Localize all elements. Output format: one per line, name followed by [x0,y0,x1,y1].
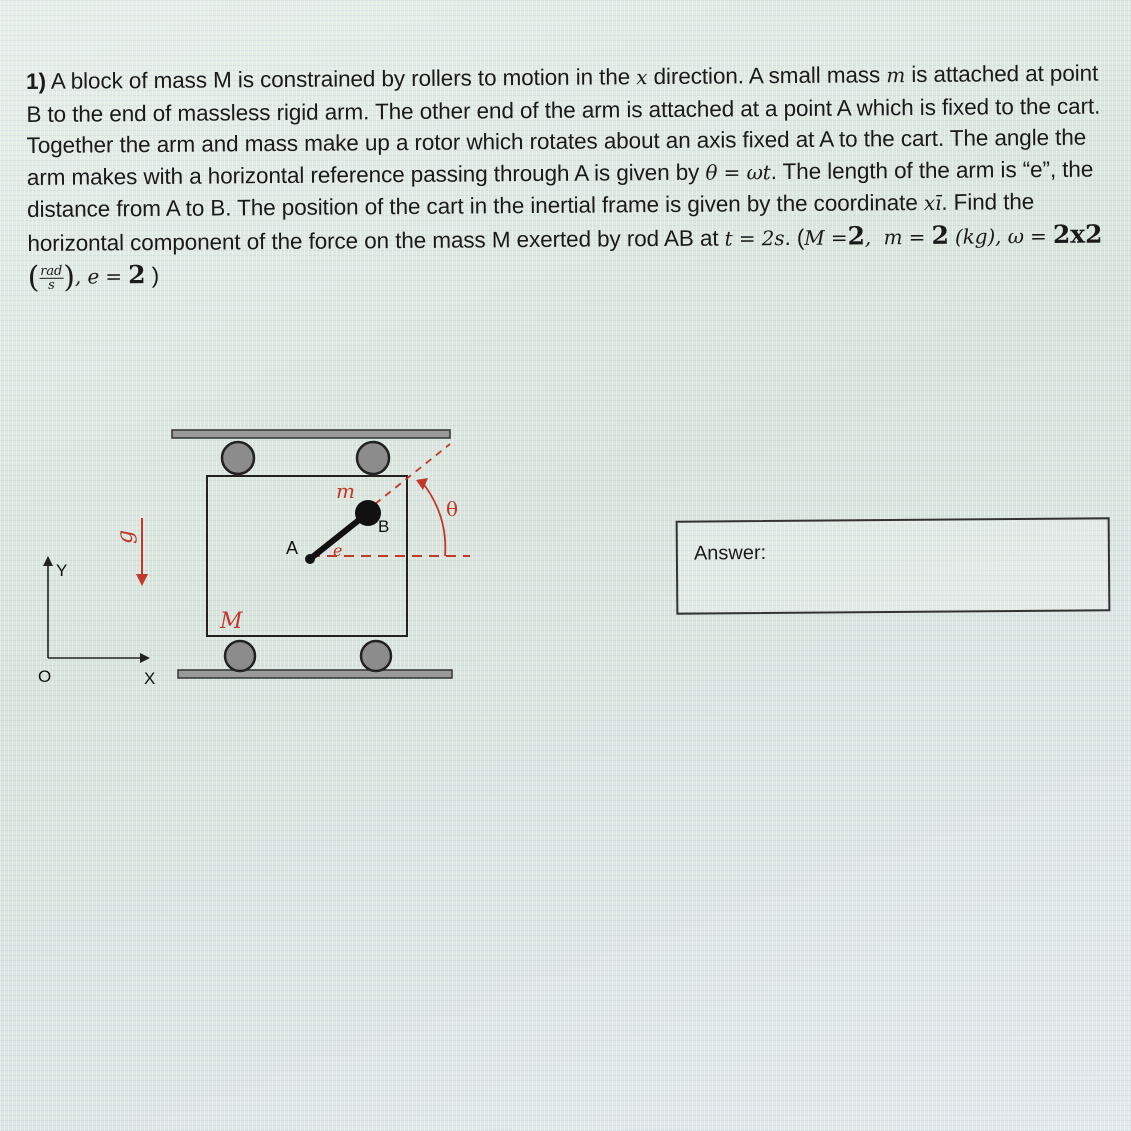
problem-math-theta: θ = ωt [705,159,771,185]
given-m-value: 2 [931,220,949,250]
given-mass-unit: (kg), ω = [954,223,1047,249]
theta-arc-icon [422,482,445,556]
x-axis-arrowhead-icon [140,653,150,663]
y-axis-arrowhead-icon [43,556,53,566]
roller-icon [361,641,391,671]
label-theta: θ [446,497,459,521]
label-b: B [378,517,390,536]
problem-text-part: A block of mass M is constrained by rollers to motion in the [50,64,637,94]
problem-text: 1) A block of mass M is constrained by rollers to motion in the x direction. A small mass m is attached at point B to the end of massless rigid arm. The other end of the arm is attached at a point A which is fixed to the cart. Together the arm and mass make up a rotor which rotates about an axis fixed at A to the cart. The angle the arm makes with a horizontal reference passing through A is given by θ = ωt. The length of the arm is “e”, the distance from A to B. The position of the cart in the inertial frame is given by the coordinate xī. Find the horizontal component of the force on the mass M exerted by rod AB at t = 2s. (M =2, m = 2 (kg), ω = 2x2 ( $\frac{\text{rad}}{s}$ ), e = 2 ) [26,60,1103,296]
roller-icon [225,641,255,671]
given-M-value: 2 [847,220,865,251]
given-m-label: m = [883,224,926,249]
problem-math-m: m [886,63,906,88]
answer-input[interactable] [694,571,1098,604]
problem-text-part: direction. A small mass [647,62,887,90]
label-y: Y [56,561,68,580]
given-M-label: M = [804,225,848,250]
roller-icon [222,442,254,474]
label-g: g [113,529,138,544]
roller-icon [357,442,389,474]
given-e-label: , e = [74,264,123,289]
given-omega-value: 2x2 [1052,219,1103,249]
problem-math-xi: xī [923,190,942,215]
label-e: e [333,541,343,560]
pivot-a-icon [305,554,315,564]
bottom-rail [178,670,452,678]
problem-math-x: x [636,65,648,90]
label-mass-M: M [220,609,243,634]
omega-unit-num: rad [40,263,63,279]
problem-text-part: . ( [784,224,805,250]
label-a: A [286,538,299,558]
problem-text-part: is attached at point B to the end of massless rigid arm. The other end of the arm is attached at a point A which is fixed to the cart. Together the arm and mass make up a rotor which rotates about an axis fixed at A to the cart. The angle the arm makes with a horizontal reference passing through A is given by [26,60,1101,190]
problem-text-part: . Find the horizontal component of the force on the mass M exerted by rod AB at [27,189,1035,256]
problem-math-t: t = 2s [724,225,785,251]
given-close: ) [151,262,160,289]
problem-text-part: . The length of the arm is “e”, the distance from A to B. The position of the cart in the inertial frame is given by the coordinate [27,156,1094,222]
problem-number: 1) [26,68,47,94]
label-m: m [336,479,355,503]
label-o: O [38,667,52,686]
given-e-value: 2 [128,260,146,290]
top-rail [172,430,450,438]
omega-unit-den: s [47,277,55,293]
label-x: X [144,669,156,688]
cart-diagram [30,420,470,700]
gravity-arrowhead-icon [136,574,148,586]
answer-box[interactable] [676,517,1111,614]
problem-statement [26,58,1106,294]
answer-label: Answer: [693,541,767,565]
omega-unit-fraction [39,264,63,291]
